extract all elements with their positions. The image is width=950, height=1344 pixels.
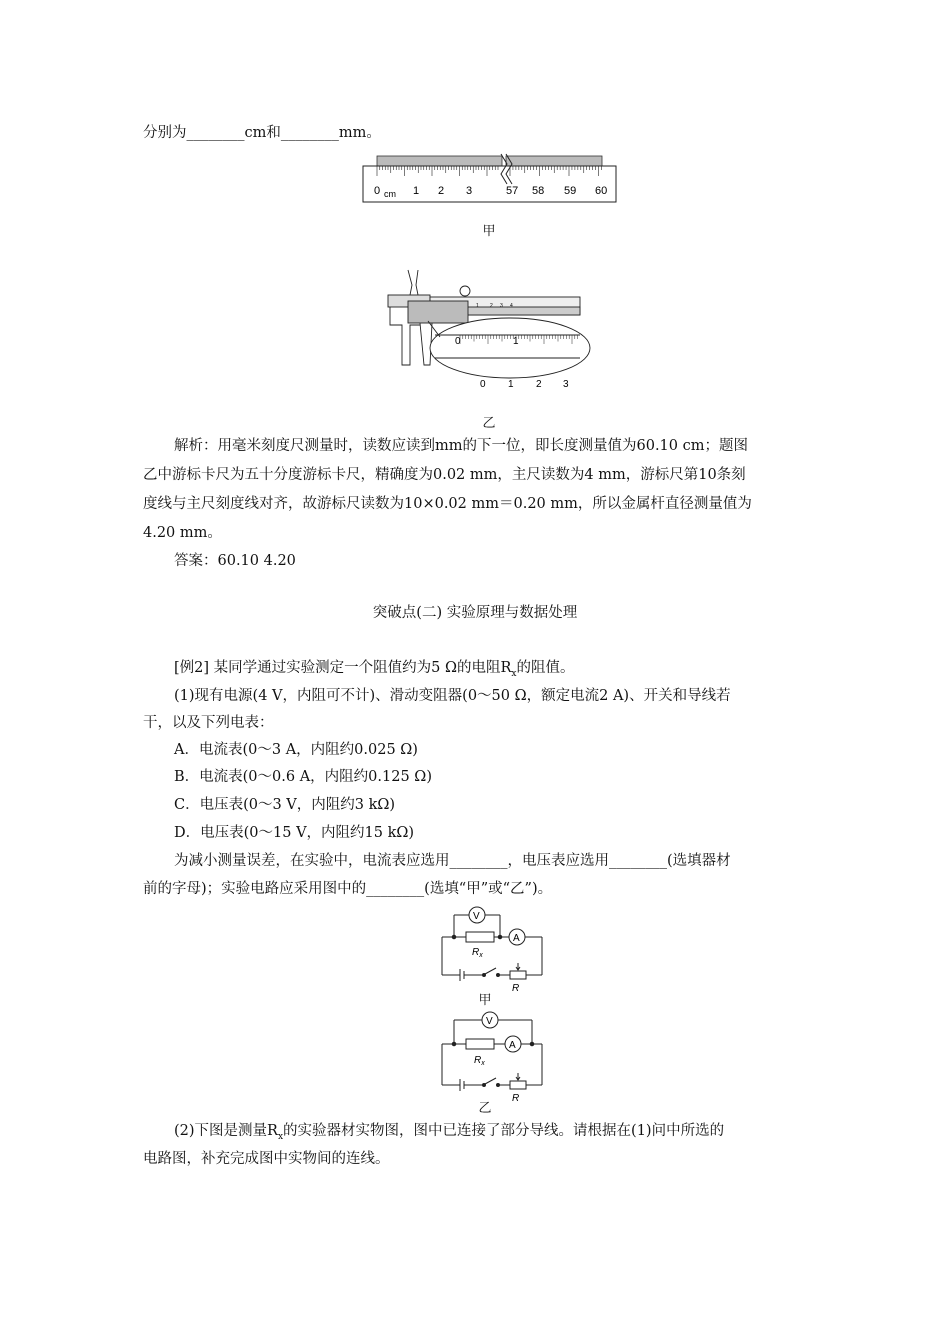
ruler-label-1: 1	[413, 185, 420, 197]
circuit-a-voltmeter-label: V	[473, 911, 480, 922]
circuit-a-rx-main: R	[472, 947, 480, 958]
analysis-line-4: 4.20 mm。	[143, 525, 222, 541]
caliper-vernier-0: 0	[480, 379, 486, 390]
circuit-a-ammeter-label: A	[513, 933, 520, 944]
figure2-caption: 乙	[482, 416, 496, 431]
caliper-small-2: 2	[490, 303, 493, 309]
part2-sub: x	[277, 1131, 284, 1142]
ruler-label-59: 59	[564, 185, 577, 197]
circuit-b-caption: 乙	[478, 1101, 492, 1116]
option-d: D．电压表(0～15 V，内阻约15 kΩ)	[174, 825, 415, 841]
example2-intro-sub: x	[511, 668, 517, 679]
example2-part1-line1: (1)现有电源(4 V，内阻可不计)、滑动变阻器(0～50 Ω，额定电流2 A)、开关和导线若	[174, 688, 731, 704]
caliper-vernier-3: 3	[563, 379, 569, 390]
ruler-diagram	[363, 154, 616, 202]
circuit-b-rx-sub: x	[481, 1060, 485, 1067]
option-c: C．电压表(0～3 V，内阻约3 kΩ)	[174, 797, 396, 813]
circuit-a	[432, 905, 552, 994]
circuit-a-rheostat-label: R	[512, 983, 520, 994]
circuit-a-wires	[442, 907, 542, 981]
caliper-vernier-1: 1	[508, 379, 514, 390]
question-line-1: 为减小测量误差，在实验中，电流表应选用________，电压表应选用________(选填器材	[174, 853, 731, 869]
ruler-label-cm: cm	[384, 189, 396, 199]
part2-post: 的实验器材实物图，图中已连接了部分导线。请根据在(1)问中所选的	[283, 1123, 725, 1139]
question-line-2: 前的字母)；实验电路应采用图中的________(选填“甲”或“乙”)。	[143, 881, 553, 897]
part2-line1	[174, 1121, 724, 1147]
ruler-label-0: 0	[374, 185, 381, 197]
ruler-label-2: 2	[438, 185, 445, 197]
ruler-label-58: 58	[532, 185, 545, 197]
caliper-small-4: 4	[510, 303, 513, 309]
caliper-small-3: 3	[500, 303, 503, 309]
intro-line: 分别为________cm和________mm。	[143, 125, 381, 141]
analysis-line-2: 乙中游标卡尺为五十分度游标卡尺，精确度为0.02 mm，主尺读数为4 mm，游标尺第10条刻	[143, 467, 746, 483]
caliper-main-1: 1	[513, 336, 519, 347]
part2-pre: (2)下图是测量R	[174, 1123, 278, 1139]
answer-line: 答案：60.10 4.20	[174, 553, 296, 569]
circuit-b-rheostat-label: R	[512, 1093, 520, 1104]
circuit-a-caption: 甲	[478, 993, 492, 1008]
circuit-b-rx-label	[474, 1055, 485, 1067]
figure1-caption: 甲	[482, 224, 496, 239]
example2-intro-text: [例2] 某同学通过实验测定一个阻值约为5 Ω的电阻R	[174, 660, 512, 676]
analysis-line-3: 度线与主尺刻度线对齐，故游标尺读数为10×0.02 mm＝0.20 mm，所以金属杆直径测量值为	[143, 496, 752, 512]
ruler-label-57: 57	[506, 185, 519, 197]
caliper-main-0: 0	[455, 336, 461, 347]
ruler-label-3: 3	[466, 185, 473, 197]
circuit-b-rx-main: R	[474, 1055, 482, 1066]
example2-intro-end: 的阻值。	[516, 660, 575, 676]
circuit-b-voltmeter-label: V	[486, 1016, 493, 1027]
example2-part1-line2: 干，以及下列电表：	[143, 715, 274, 731]
option-a: A．电流表(0～3 A，内阻约0.025 Ω)	[174, 742, 418, 758]
option-b: B．电流表(0～0.6 A，内阻约0.125 Ω)	[174, 769, 432, 785]
part2-line2: 电路图，补充完成图中实物间的连线。	[143, 1151, 390, 1167]
caliper-figure	[380, 265, 600, 403]
circuit-a-rx-sub: x	[479, 952, 483, 959]
ruler-figure	[360, 150, 640, 210]
example2-intro	[174, 658, 575, 684]
circuit-b-ammeter-label: A	[509, 1040, 516, 1051]
caliper-vernier-2: 2	[536, 379, 542, 390]
caliper-small-1: 1	[476, 303, 479, 309]
ruler-label-60: 60	[595, 185, 608, 197]
caliper-diagram	[388, 270, 590, 378]
analysis-line-1: 解析：用毫米刻度尺测量时，读数应读到mm的下一位，即长度测量值为60.10 cm；题图	[174, 438, 748, 454]
section-heading: 突破点(二) 实验原理与数据处理	[372, 605, 578, 621]
circuit-b	[432, 1010, 552, 1104]
circuit-a-rx-label	[472, 947, 483, 959]
